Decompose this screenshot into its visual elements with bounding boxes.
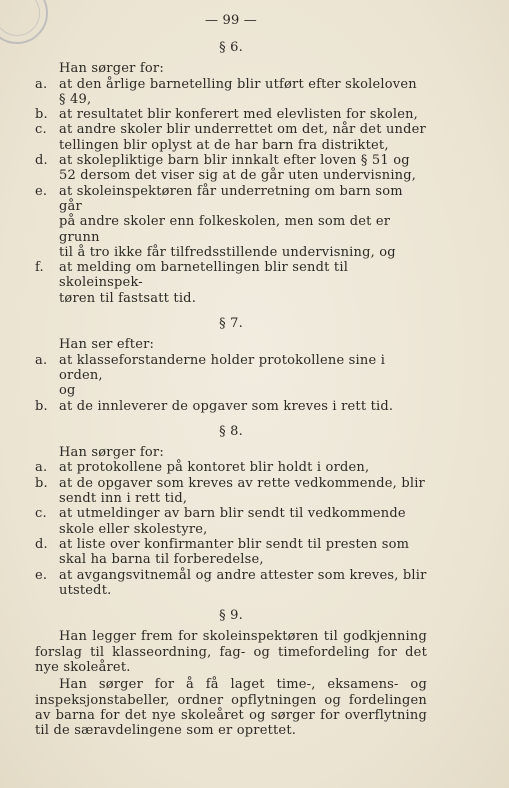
- section-6: [35, 40, 427, 306]
- item-line: § 49,: [59, 91, 92, 107]
- list-item: [35, 506, 427, 537]
- list-item: [35, 476, 427, 507]
- item-line: at skoleinspektøren får underretning om barn som går: [59, 183, 403, 214]
- list-item: [35, 184, 427, 260]
- item-letter: a.: [35, 460, 48, 476]
- item-line: at klasseforstanderne holder protokollene sine i orden,: [59, 352, 386, 383]
- item-line: sendt inn i rett tid,: [59, 491, 188, 507]
- item-letter: a.: [35, 352, 48, 368]
- item-line: at de innleverer de opgaver som kreves i rett tid.: [59, 398, 394, 414]
- item-line: utstedt.: [59, 582, 112, 598]
- item-letter: e.: [35, 183, 48, 199]
- section-heading: § 8.: [219, 423, 243, 439]
- page-number: — 99 —: [204, 13, 257, 28]
- paragraph: Han sørger for å få laget time-, eksamens- og inspeksjonstabeller, ordner opflytningen og fordelingen av barna for det nye skoleåret og sørger for overflytning til de særavdelingene som er oprettet.: [35, 677, 427, 739]
- section-7: [35, 316, 427, 414]
- item-letter: c.: [35, 122, 47, 138]
- section-intro: Han ser efter:: [59, 337, 155, 353]
- section-heading: § 9.: [219, 608, 243, 624]
- section-8: [35, 424, 427, 598]
- item-line: og: [59, 383, 76, 399]
- list-item: [35, 460, 427, 475]
- item-line: at melding om barnetellingen blir sendt til skoleinspek-: [59, 260, 349, 291]
- section-9: [35, 608, 427, 738]
- item-line: at protokollene på kontoret blir holdt i orden,: [59, 460, 370, 476]
- item-letter: d.: [35, 153, 48, 169]
- item-line: at avgangsvitnemål og andre attester som kreves, blir: [59, 567, 427, 583]
- item-letter: e.: [35, 567, 48, 583]
- item-letter: d.: [35, 536, 48, 552]
- item-line: skal ha barna til forberedelse,: [59, 552, 264, 568]
- item-letter: c.: [35, 506, 47, 522]
- list-item: [35, 537, 427, 568]
- section-heading: § 6.: [219, 40, 243, 55]
- item-letter: a.: [35, 76, 48, 92]
- list-item: [35, 122, 427, 153]
- item-line: at liste over konfirmanter blir sendt til presten som: [59, 536, 410, 552]
- item-letter: b.: [35, 398, 48, 414]
- item-line: at resultatet blir konferert med elevlisten for skolen,: [59, 107, 418, 123]
- item-letter: f.: [35, 260, 44, 276]
- list-item: [35, 568, 427, 599]
- list-item: [35, 399, 427, 414]
- paragraph: Han legger frem for skoleinspektøren til godkjenning forslag til klasseordning, fag- og timefordeling for det nye skoleåret.: [35, 629, 427, 675]
- item-line: tøren til fastsatt tid.: [59, 290, 197, 306]
- section-intro: Han sørger for:: [59, 61, 164, 77]
- list-item: [35, 107, 427, 122]
- item-line: skole eller skolestyre,: [59, 521, 208, 537]
- section-heading: § 7.: [219, 316, 243, 332]
- list-item: [35, 353, 427, 399]
- item-line: 52 dersom det viser sig at de går uten undervisning,: [59, 168, 417, 184]
- item-line: at den årlige barnetelling blir utført efter skoleloven: [59, 76, 417, 92]
- list-item: [35, 77, 427, 108]
- item-line: til å tro ikke får tilfredsstillende undervisning, og: [59, 244, 396, 260]
- item-line: tellingen blir oplyst at de har barn fra distriktet,: [59, 137, 389, 153]
- item-line: at andre skoler blir underrettet om det, når det under: [59, 122, 426, 138]
- item-line: at utmeldinger av barn blir sendt til vedkommende: [59, 506, 406, 522]
- page-text: [35, 12, 427, 738]
- item-line: at skolepliktige barn blir innkalt efter loven § 51 og: [59, 153, 410, 169]
- item-line: at de opgaver som kreves av rette vedkommende, blir: [59, 475, 425, 491]
- item-letter: b.: [35, 107, 48, 123]
- section-intro: Han sørger for:: [59, 445, 164, 461]
- item-line: på andre skoler enn folkeskolen, men som det er grunn: [59, 214, 391, 245]
- item-letter: b.: [35, 475, 48, 491]
- list-item: [35, 260, 427, 306]
- list-item: [35, 153, 427, 184]
